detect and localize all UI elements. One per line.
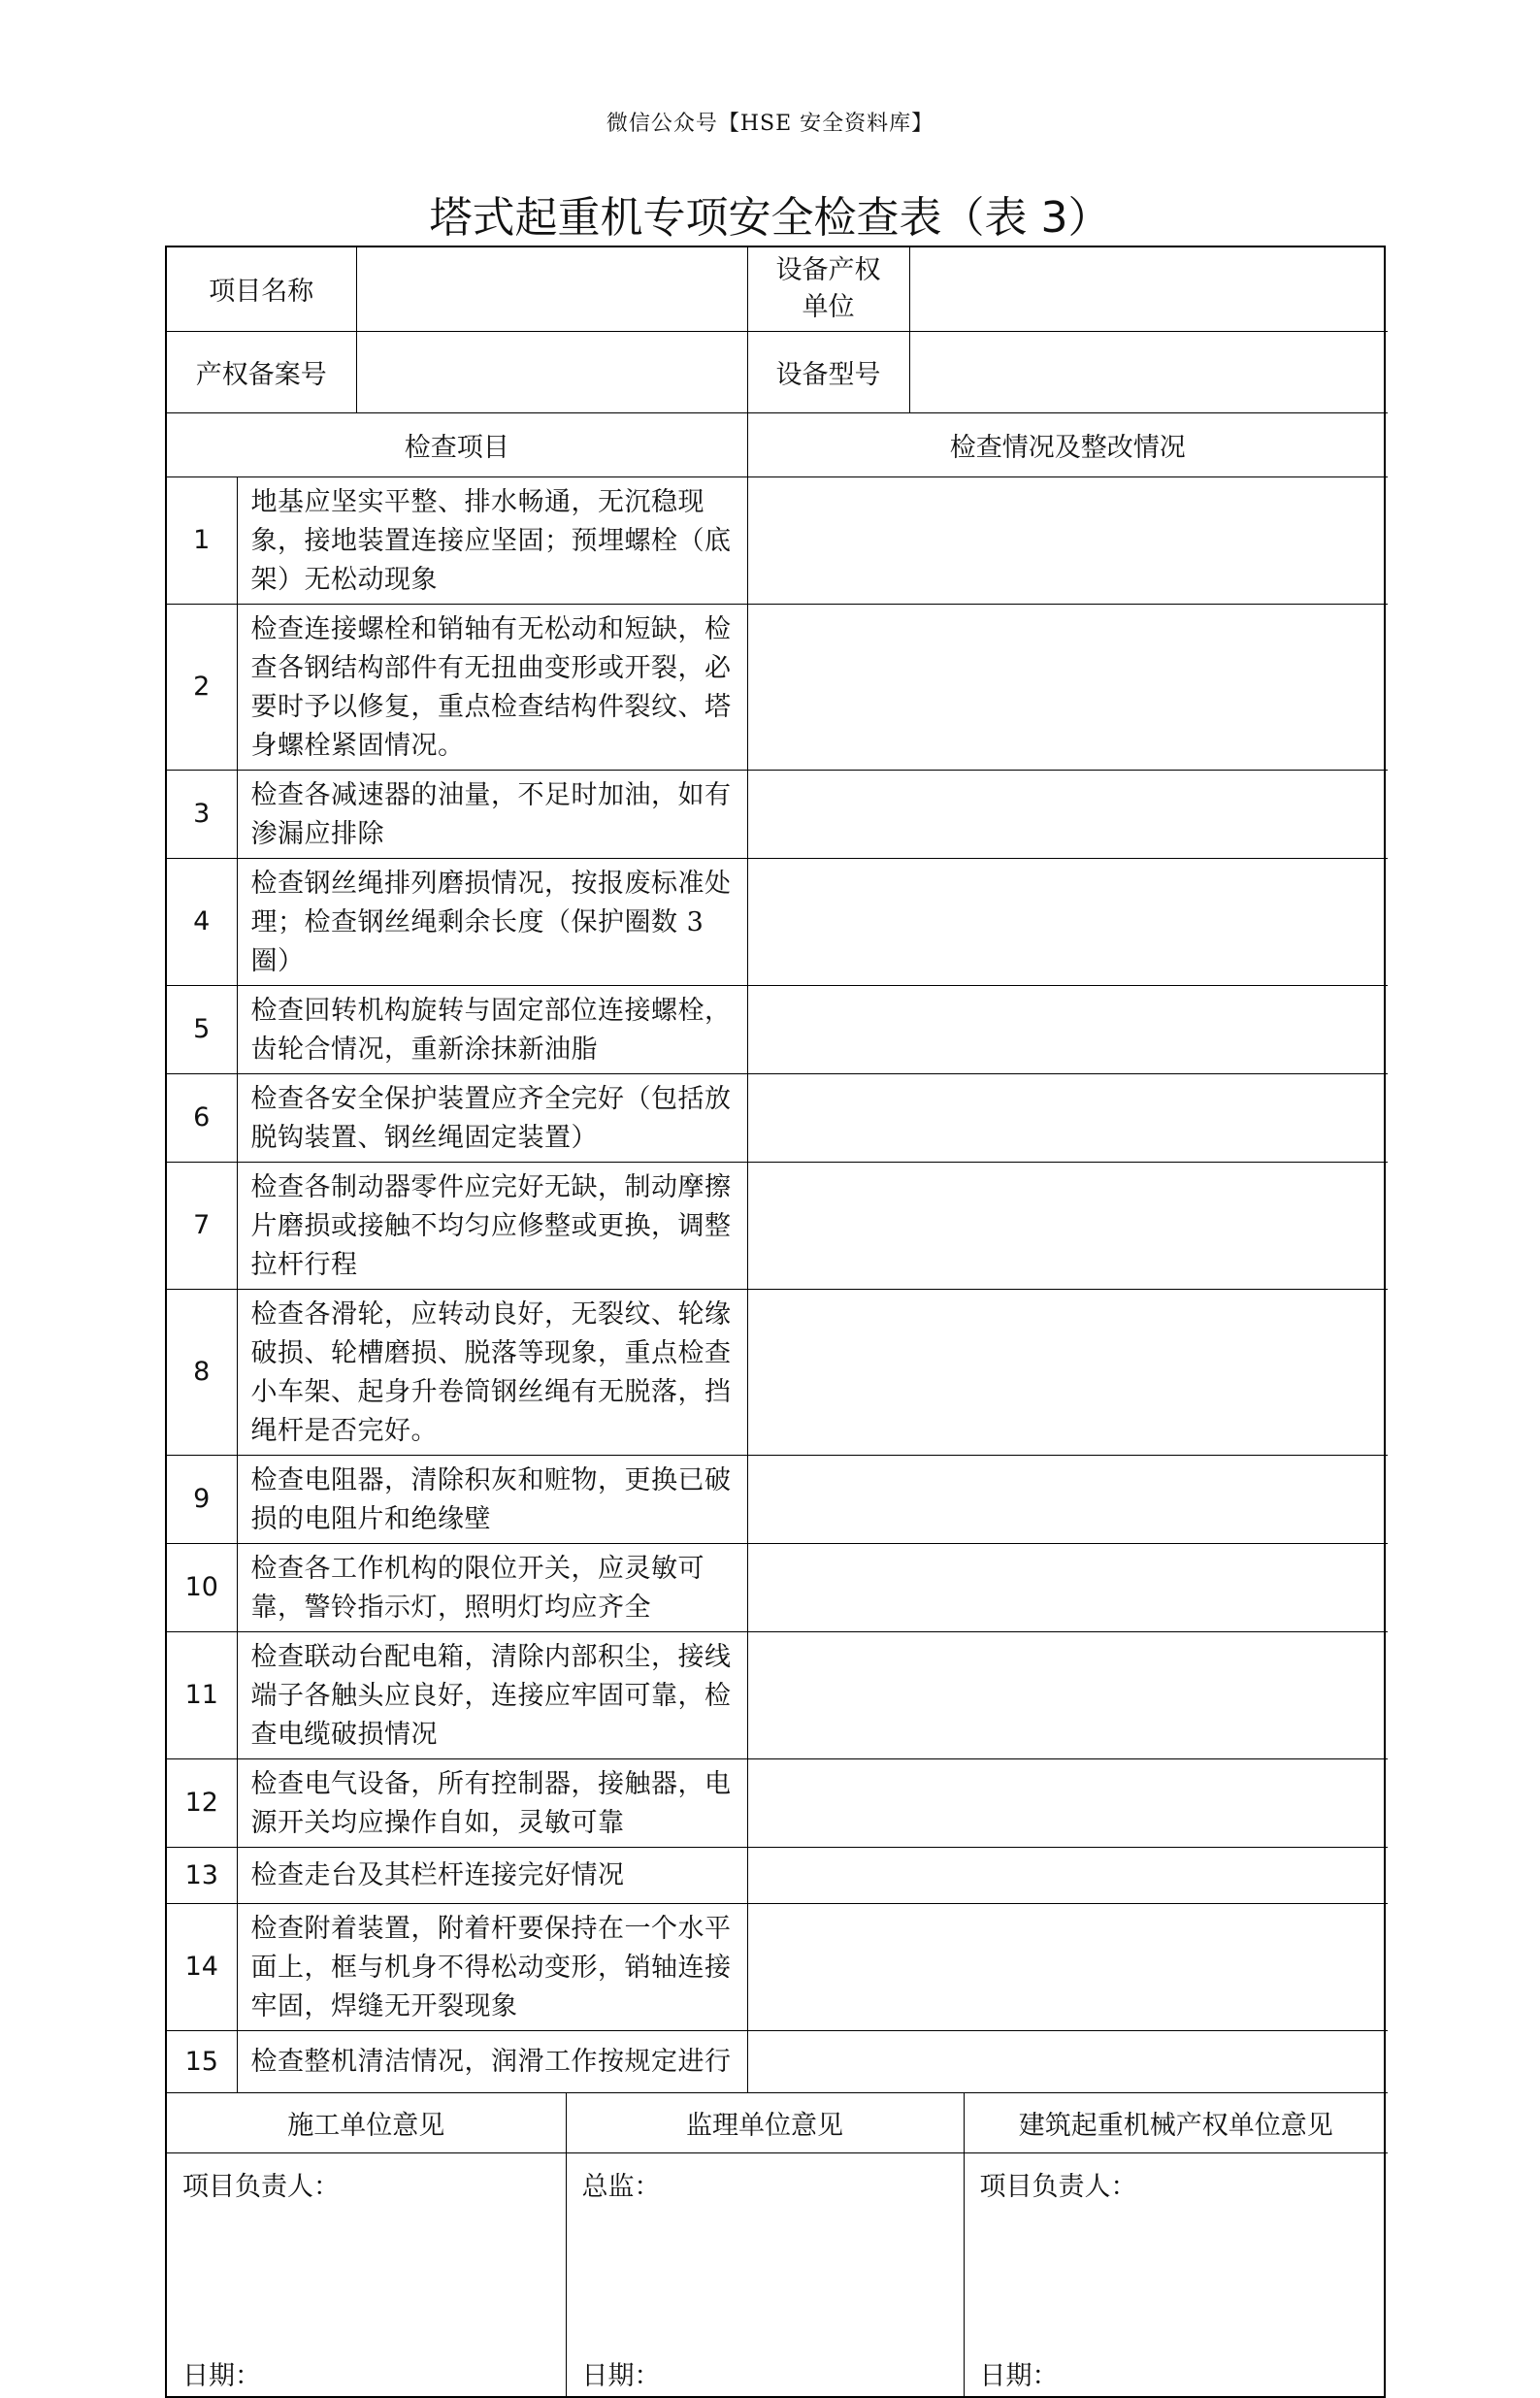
construction-unit-opinion-title: 施工单位意见 — [167, 2093, 566, 2153]
item-result-field[interactable] — [747, 476, 1388, 604]
record-no-field[interactable] — [356, 331, 747, 412]
item-number: 13 — [167, 1847, 237, 1903]
date-label: 日期： — [182, 2361, 261, 2391]
item-number: 4 — [167, 858, 237, 985]
checklist-row — [167, 1543, 1388, 1631]
checklist-row — [167, 1289, 1388, 1455]
item-description: 检查各工作机构的限位开关，应灵敏可靠，警铃指示灯，照明灯均应齐全 — [237, 1543, 747, 1631]
item-result-field[interactable] — [747, 2030, 1388, 2092]
checklist-row — [167, 604, 1388, 770]
info-row-project — [167, 247, 1388, 331]
checklist-row — [167, 1847, 1388, 1903]
item-description: 检查各滑轮，应转动良好，无裂纹、轮缘破损、轮槽磨损、脱落等现象，重点检查小车架、起身升卷筒钢丝绳有无脱落，挡绳杆是否完好。 — [237, 1289, 747, 1455]
checklist-row — [167, 770, 1388, 858]
item-number: 14 — [167, 1903, 237, 2030]
inspection-form — [165, 246, 1386, 2398]
chief-supervisor-label: 总监： — [581, 2172, 661, 2202]
owner-unit-label — [747, 247, 909, 331]
supervision-unit-opinion-field[interactable] — [566, 2153, 964, 2397]
item-number: 1 — [167, 476, 237, 604]
item-description: 检查电阻器，清除积灰和赃物，更换已破损的电阻片和绝缘壁 — [237, 1455, 747, 1543]
checklist-row — [167, 1631, 1388, 1758]
date-label: 日期： — [581, 2361, 661, 2391]
record-no-label: 产权备案号 — [167, 331, 356, 412]
project-leader-label: 项目负责人： — [182, 2172, 340, 2202]
column-header-item: 检查项目 — [167, 412, 747, 476]
date-label: 日期： — [979, 2361, 1059, 2391]
project-name-label: 项目名称 — [167, 247, 356, 331]
item-result-field[interactable] — [747, 1289, 1388, 1455]
project-name-field[interactable] — [356, 247, 747, 331]
item-number: 3 — [167, 770, 237, 858]
item-number: 2 — [167, 604, 237, 770]
item-number: 15 — [167, 2030, 237, 2092]
item-description: 检查各制动器零件应完好无缺，制动摩擦片磨损或接触不均匀应修整或更换，调整拉杆行程 — [237, 1162, 747, 1289]
item-result-field[interactable] — [747, 985, 1388, 1073]
item-description: 检查附着装置，附着杆要保持在一个水平面上，框与机身不得松动变形，销轴连接牢固，焊缝无开裂现象 — [237, 1903, 747, 2030]
model-field[interactable] — [909, 331, 1388, 412]
column-header-result: 检查情况及整改情况 — [747, 412, 1388, 476]
item-description: 检查整机清洁情况，润滑工作按规定进行 — [237, 2030, 747, 2092]
item-number: 5 — [167, 985, 237, 1073]
checklist-row — [167, 476, 1388, 604]
item-result-field[interactable] — [747, 770, 1388, 858]
item-description: 检查各安全保护装置应齐全完好（包括放脱钩装置、钢丝绳固定装置） — [237, 1073, 747, 1162]
supervision-unit-opinion-title: 监理单位意见 — [566, 2093, 964, 2153]
signoff-table — [167, 2093, 1388, 2397]
column-header-row — [167, 412, 1388, 476]
page-header: 微信公众号【HSE 安全资料库】 — [606, 112, 934, 136]
item-result-field[interactable] — [747, 1073, 1388, 1162]
item-number: 7 — [167, 1162, 237, 1289]
item-description: 检查回转机构旋转与固定部位连接螺栓，齿轮合情况，重新涂抹新油脂 — [237, 985, 747, 1073]
item-number: 6 — [167, 1073, 237, 1162]
item-number: 8 — [167, 1289, 237, 1455]
item-result-field[interactable] — [747, 604, 1388, 770]
checklist-row — [167, 1162, 1388, 1289]
checklist-row — [167, 1903, 1388, 2030]
item-result-field[interactable] — [747, 1758, 1388, 1847]
item-result-field[interactable] — [747, 1162, 1388, 1289]
item-result-field[interactable] — [747, 1631, 1388, 1758]
checklist-row — [167, 985, 1388, 1073]
construction-unit-opinion-field[interactable] — [167, 2153, 566, 2397]
item-result-field[interactable] — [747, 1543, 1388, 1631]
item-result-field[interactable] — [747, 1903, 1388, 2030]
item-result-field[interactable] — [747, 1847, 1388, 1903]
item-number: 12 — [167, 1758, 237, 1847]
item-result-field[interactable] — [747, 1455, 1388, 1543]
item-description: 检查走台及其栏杆连接完好情况 — [237, 1847, 747, 1903]
item-result-field[interactable] — [747, 858, 1388, 985]
item-description: 检查电气设备，所有控制器，接触器，电源开关均应操作自如，灵敏可靠 — [237, 1758, 747, 1847]
info-row-record — [167, 331, 1388, 412]
item-description: 检查各减速器的油量，不足时加油，如有渗漏应排除 — [237, 770, 747, 858]
item-number: 9 — [167, 1455, 237, 1543]
checklist-row — [167, 858, 1388, 985]
signoff-body-row — [167, 2153, 1388, 2397]
checklist-row — [167, 1073, 1388, 1162]
checklist-row — [167, 1455, 1388, 1543]
item-description: 检查联动台配电箱，清除内部积尘，接线端子各触头应良好，连接应牢固可靠，检查电缆破损情况 — [237, 1631, 747, 1758]
signoff-header-row — [167, 2093, 1388, 2153]
owner-unit-opinion-title: 建筑起重机械产权单位意见 — [964, 2093, 1388, 2153]
project-leader-label: 项目负责人： — [979, 2172, 1137, 2202]
checklist-row — [167, 1758, 1388, 1847]
model-label: 设备型号 — [747, 331, 909, 412]
owner-unit-label-text: 设备产权 单位 — [775, 254, 881, 322]
owner-unit-field[interactable] — [909, 247, 1388, 331]
page-title: 塔式起重机专项安全检查表（表 3） — [429, 193, 1111, 243]
checklist-table — [167, 247, 1388, 2093]
item-number: 10 — [167, 1543, 237, 1631]
item-description: 检查钢丝绳排列磨损情况，按报废标准处理；检查钢丝绳剩余长度（保护圈数 3 圈） — [237, 858, 747, 985]
item-number: 11 — [167, 1631, 237, 1758]
item-description: 地基应坚实平整、排水畅通，无沉稳现象，接地装置连接应坚固；预埋螺栓（底架）无松动现象 — [237, 476, 747, 604]
checklist-row — [167, 2030, 1388, 2092]
item-description: 检查连接螺栓和销轴有无松动和短缺，检查各钢结构部件有无扭曲变形或开裂，必要时予以修复，重点检查结构件裂纹、塔身螺栓紧固情况。 — [237, 604, 747, 770]
owner-unit-opinion-field[interactable] — [964, 2153, 1388, 2397]
